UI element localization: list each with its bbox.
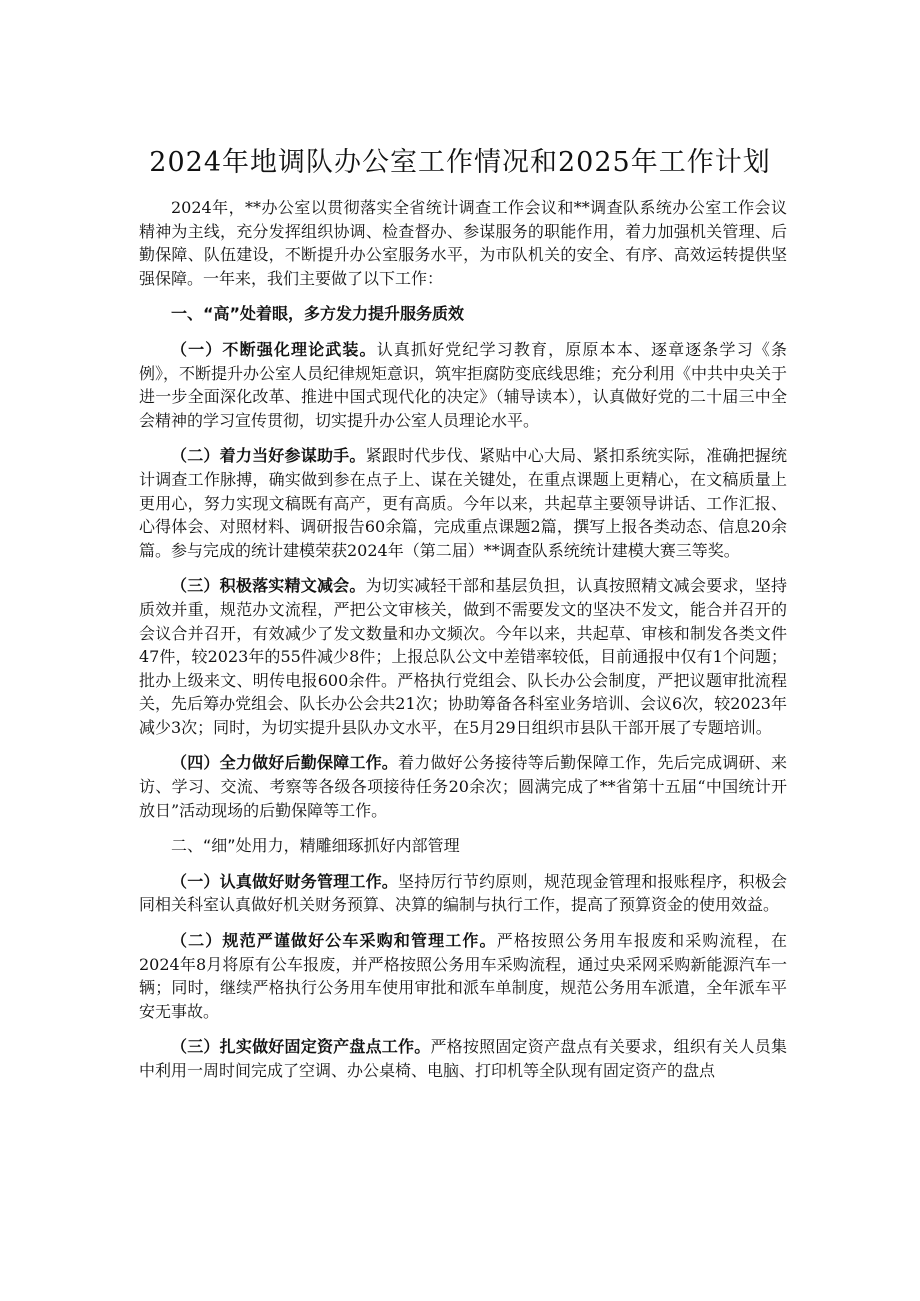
paragraph-text: 坚持厉行节约原则，规范现金管理和报账程序，积极会同相关科室认真做好机关财务预算、决算的编制与执行工作，提高了预算资金的使用效益。 bbox=[139, 871, 787, 915]
document-body bbox=[139, 196, 787, 1083]
paragraph-lead: （二）着力当好参谋助手。 bbox=[171, 446, 366, 466]
intro-paragraph: 2024年，**办公室以贯彻落实全省统计调查工作会议和**调查队系统办公室工作会议精神为主线，充分发挥组织协调、检查督办、参谋服务的职能作用，着力加强机关管理、后勤保障、队伍建设，不断提升办公室服务水平，为市队机关的安全、有序、高效运转提供坚强保障。一年来，我们主要做了以下工作： bbox=[139, 198, 787, 288]
paragraph-2-3 bbox=[139, 1035, 787, 1082]
paragraph-lead: （一）不断强化理论武装。 bbox=[171, 339, 377, 359]
section-heading-2: 二、“细”处用力，精雕细琢抓好内部管理 bbox=[171, 836, 460, 856]
paragraph-text: 紧跟时代步伐、紧贴中心大局、紧扣系统实际，准确把握统计调查工作脉搏，确实做到参在点子上、谋在关键处，在重点课题上更精心，在文稿质量上更用心，努力实现文稿既有高产，更有高质。今年以来，共起草主要领导讲话、工作汇报、心得体会、对照材料、调研报告60余篇，完成重点课题2篇，撰写上报各类动态、信息20余篇。参与完成的统计建模荣获2024年（第二届）**调查队系统统计建模大赛三等奖。 bbox=[139, 446, 787, 560]
paragraph-text: 严格按照固定资产盘点有关要求，组织有关人员集中利用一周时间完成了空调、办公桌椅、电脑、打印机等全队现有固定资产的盘点 bbox=[139, 1037, 787, 1080]
paragraph-text: 严格按照公务用车报废和采购流程，在2024年8月将原有公车报废，并严格按照公务用车采购流程，通过央采网采购新能源汽车一辆；同时，继续严格执行公务用车使用审批和派车单制度，规范公务用车派遣，全年派车平安无事故。 bbox=[139, 931, 787, 1021]
paragraph-1-3 bbox=[139, 574, 787, 739]
paragraph-2-2 bbox=[139, 929, 787, 1023]
paragraph-lead: （四）全力做好后勤保障工作。 bbox=[171, 753, 399, 773]
document-title: 2024年地调队办公室工作情况和2025年工作计划 bbox=[149, 147, 771, 178]
paragraph-1-2 bbox=[139, 444, 787, 562]
paragraph-lead: （二）规范严谨做好公车采购和管理工作。 bbox=[171, 931, 497, 951]
paragraph-text: 认真抓好党纪学习教育，原原本本、逐章逐条学习《条例》，不断提升办公室人员纪律规矩意识，筑牢拒腐防变底线思维；充分利用《中共中央关于进一步全面深化改革、推进中国式现代化的决定》（辅导读本），认真做好党的二十届三中全会精神的学习宣传贯彻，切实提升办公室人员理论水平。 bbox=[139, 339, 788, 430]
paragraph-2-1 bbox=[139, 870, 787, 917]
paragraph-1-4 bbox=[139, 751, 787, 822]
section-heading-1: 一、“高”处着眼，多方发力提升服务质效 bbox=[171, 304, 465, 324]
paragraph-lead: （三）扎实做好固定资产盘点工作。 bbox=[171, 1037, 431, 1057]
paragraph-text: 着力做好公务接待等后勤保障工作，先后完成调研、来访、学习、交流、考察等各级各项接待任务20余次；圆满完成了**省第十五届“中国统计开放日”活动现场的后勤保障等工作。 bbox=[139, 753, 787, 820]
paragraph-lead: （三）积极落实精文减会。 bbox=[171, 576, 366, 596]
paragraph-text: 为切实减轻干部和基层负担，认真按照精文减会要求，坚持质效并重，规范办文流程，严把公文审核关，做到不需要发文的坚决不发文，能合并召开的会议合并召开，有效减少了发文数量和办文频次。今年以来，共起草、审核和制发各类文件47件，较2023年的55件减少8件；上报总队公文中差错率较低，目前通报中仅有1个问题；批办上级来文、明传电报600余件。严格执行党组会、队长办公会制度，严把议题审批流程关，先后筹办党组会、队长办公会共21次；协助筹备各科室业务培训、会议6次，较2023年减少3次；同时，为切实提升县队办文水平，在5月29日组织市县队干部开展了专题培训。 bbox=[139, 576, 787, 737]
paragraph-lead: （一）认真做好财务管理工作。 bbox=[171, 871, 399, 891]
paragraph-1-1 bbox=[139, 338, 787, 432]
